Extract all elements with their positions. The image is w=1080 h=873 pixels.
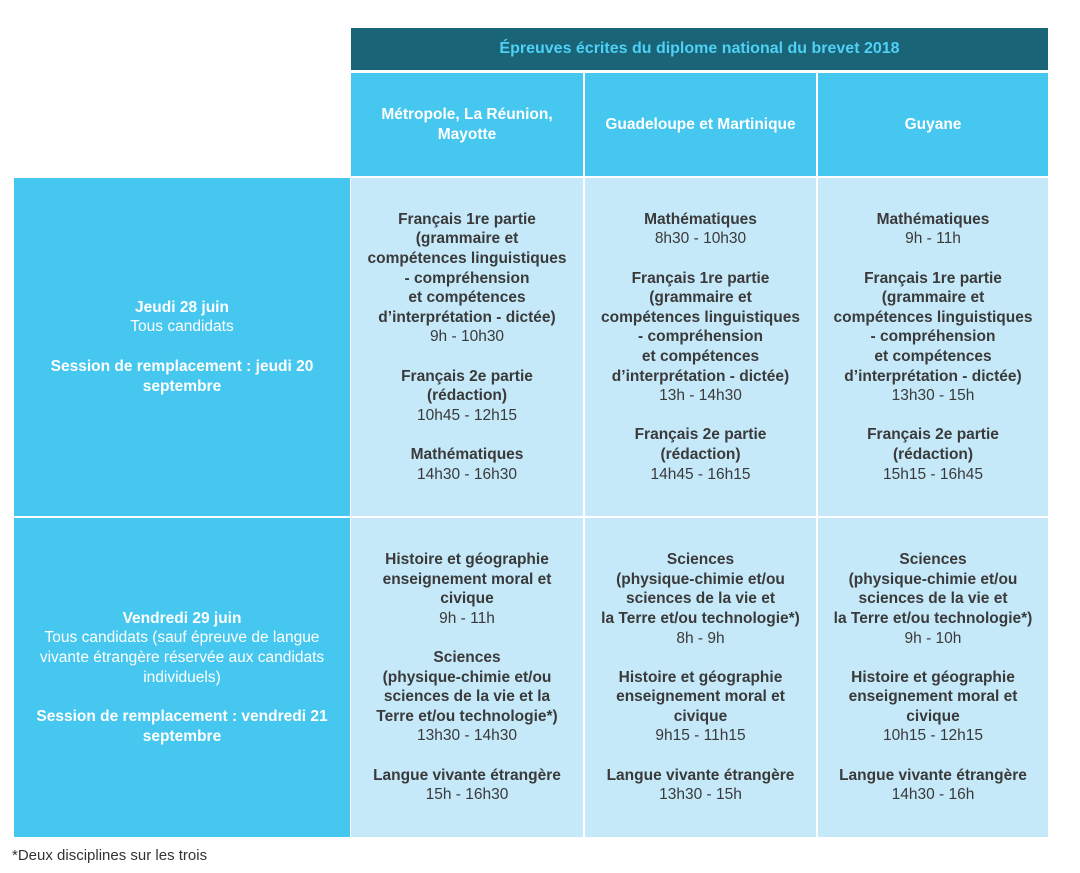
- exam-time: 8h30 - 10h30: [654, 230, 747, 248]
- table-title: Épreuves écrites du diplome national du brevet 2018: [351, 28, 1048, 70]
- exam-time: 13h30 - 15h: [659, 786, 742, 804]
- exam-time: 13h30 - 15h: [891, 387, 975, 405]
- schedule-cell-jeudi-guyane: [818, 178, 1048, 516]
- exam-name: Histoire et géographie enseignement moral et civique: [382, 551, 552, 608]
- exam-name: Sciences (physique-chimie et/ou sciences de la vie et la Terre et/ou technologie*): [601, 551, 800, 627]
- exam-name: Histoire et géographie enseignement moral et civique: [848, 668, 1018, 725]
- exam-name: Français 1re partie (grammaire et compétences linguistiques - compréhension et compétences d’interprétation - dictée): [367, 210, 567, 326]
- exam-entry: [824, 550, 1042, 648]
- day-replacement: Session de remplacement : vendredi 21 septembre: [36, 708, 328, 745]
- exam-name: Français 2e partie (rédaction): [401, 367, 533, 405]
- exam-name: Français 1re partie (grammaire et compétences linguistiques - compréhension et compétences d’interprétation - dictée): [833, 269, 1033, 385]
- exam-entry: [591, 550, 810, 648]
- exam-name: Mathématiques: [644, 210, 757, 228]
- exam-name: Français 2e partie (rédaction): [867, 426, 999, 463]
- day-label: Jeudi 28 juin: [135, 298, 229, 316]
- exam-entry: [357, 648, 577, 746]
- exam-time: 15h15 - 16h45: [883, 465, 983, 483]
- exam-entry: [591, 668, 810, 746]
- day-label: Vendredi 29 juin: [122, 609, 242, 627]
- exam-entry: [824, 210, 1042, 249]
- exam-name: Mathématiques: [876, 210, 990, 228]
- exam-name: Français 1re partie (grammaire et compétences linguistiques - compréhension et compétences d’interprétation - dictée): [601, 269, 800, 385]
- column-header-guyane: [818, 73, 1048, 176]
- exam-time: 13h - 14h30: [659, 387, 742, 405]
- schedule-cell-vendredi-guyane: [818, 518, 1048, 837]
- exam-time: 10h45 - 12h15: [417, 406, 517, 424]
- exam-entry: [357, 210, 577, 347]
- exam-entry: [824, 269, 1042, 406]
- column-header-label: Guyane: [904, 115, 962, 133]
- exam-time: 9h - 11h: [439, 609, 495, 627]
- footnote: *Deux disciplines sur les trois: [12, 847, 208, 864]
- exam-time: 13h30 - 14h30: [417, 727, 517, 745]
- exam-entry: [357, 367, 577, 426]
- day-replacement: Session de remplacement : jeudi 20 septembre: [50, 357, 314, 395]
- exam-entry: [591, 269, 810, 406]
- exam-entry: [591, 766, 810, 805]
- exam-entry: [824, 425, 1042, 484]
- exam-name: Langue vivante étrangère: [839, 766, 1027, 784]
- exam-name: Français 2e partie (rédaction): [634, 426, 767, 463]
- exam-time: 14h30 - 16h: [891, 786, 975, 804]
- schedule-cell-jeudi-metropole: [351, 178, 583, 516]
- schedule-cell-jeudi-guadeloupe-martinique: [585, 178, 816, 516]
- day-cell-vendredi: [14, 518, 350, 837]
- exam-name: Mathématiques: [410, 445, 524, 463]
- exam-time: 10h15 - 12h15: [883, 727, 983, 745]
- exam-entry: [357, 550, 577, 628]
- exam-time: 15h - 16h30: [425, 786, 509, 804]
- exam-name: Sciences (physique-chimie et/ou sciences de la vie et la Terre et/ou technologie*): [376, 649, 558, 725]
- exam-time: 9h - 10h30: [429, 328, 505, 346]
- exam-name: Langue vivante étrangère: [606, 766, 795, 784]
- exam-entry: [591, 425, 810, 484]
- exam-entry: [824, 668, 1042, 746]
- exam-entry: [357, 766, 577, 805]
- exam-time: 9h - 10h: [904, 629, 962, 647]
- exam-name: Histoire et géographie enseignement moral et civique: [616, 668, 785, 725]
- schedule-cell-vendredi-guadeloupe-martinique: [585, 518, 816, 837]
- column-header-metropole: [351, 73, 583, 176]
- exam-time: 14h30 - 16h30: [417, 465, 517, 483]
- column-header-guadeloupe-martinique: [585, 73, 816, 176]
- column-header-label: Métropole, La Réunion, Mayotte: [381, 105, 553, 143]
- exam-time: 14h45 - 16h15: [650, 465, 751, 483]
- exam-time: 9h - 11h: [905, 230, 961, 248]
- exam-entry: [824, 766, 1042, 805]
- column-header-label: Guadeloupe et Martinique: [605, 115, 796, 133]
- exam-entry: [591, 210, 810, 249]
- day-candidates: Tous candidats (sauf épreuve de langue vivante étrangère réservée aux candidats individuels): [39, 629, 325, 686]
- schedule-cell-vendredi-metropole: [351, 518, 583, 837]
- day-candidates: Tous candidats: [130, 318, 234, 336]
- exam-name: Sciences (physique-chimie et/ou sciences de la vie et la Terre et/ou technologie*): [833, 551, 1033, 627]
- exam-time: 9h15 - 11h15: [655, 727, 746, 745]
- day-cell-jeudi: [14, 178, 350, 516]
- exam-name: Langue vivante étrangère: [373, 766, 561, 784]
- exam-time: 8h - 9h: [676, 629, 725, 647]
- exam-entry: [357, 445, 577, 484]
